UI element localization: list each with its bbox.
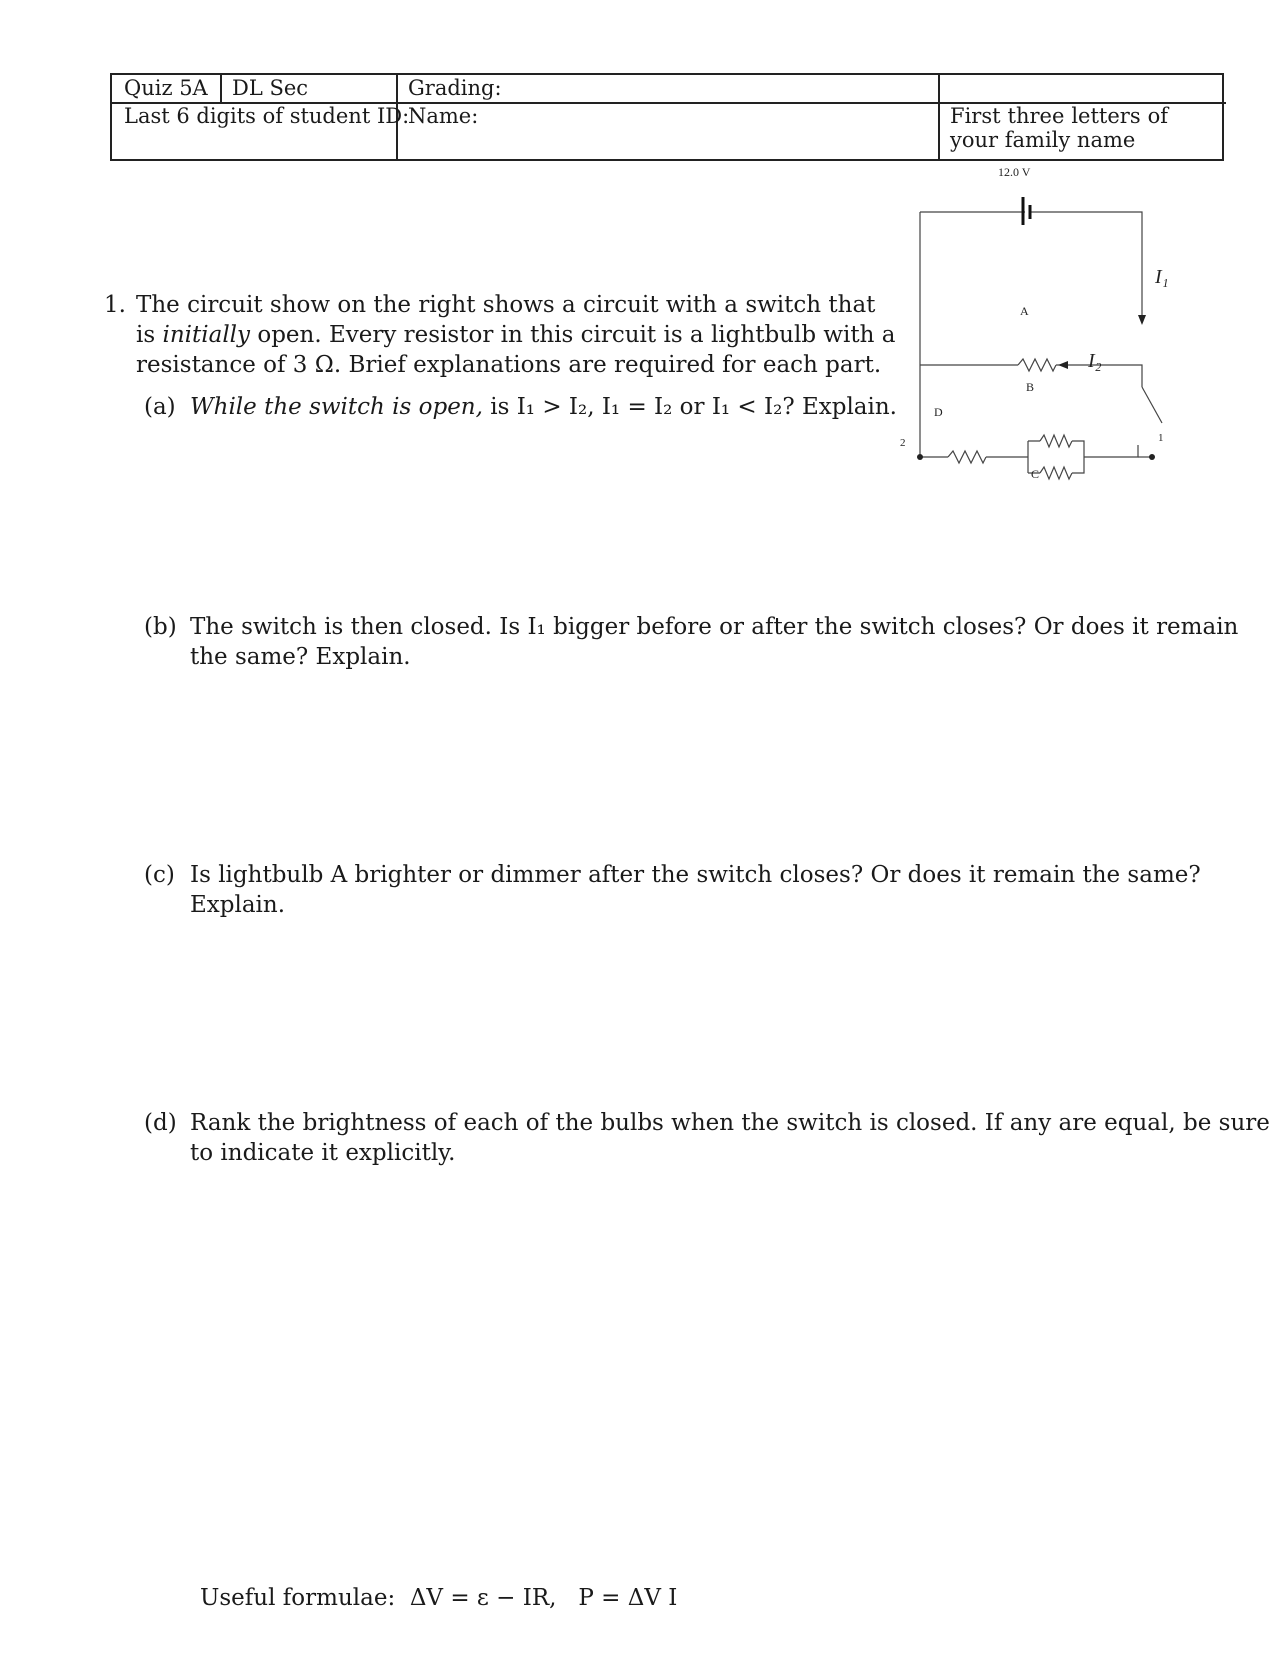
col-divider-quiz xyxy=(220,75,222,102)
part-b-label: (b) xyxy=(144,614,177,640)
label-i2: I₂ xyxy=(1088,350,1102,372)
dl-sec-field[interactable]: DL Sec xyxy=(232,76,309,100)
battery-icon xyxy=(1023,197,1030,225)
intro-text-a: The circuit show on the right shows a circuit with a switch that is xyxy=(136,292,876,348)
part-c-label: (c) xyxy=(144,862,175,888)
header-table xyxy=(110,73,1224,161)
part-a-question: is I₁ > I₂, I₁ = I₂ or I₁ < I₂? Explain. xyxy=(490,394,897,420)
label-d: D xyxy=(934,405,943,419)
wire-to-node1 xyxy=(1084,445,1138,457)
intro-text-b: open. Every resistor in this circuit is a lightbulb with a resistance of 3 Ω. xyxy=(136,322,896,378)
quiz-label: Quiz 5A xyxy=(124,76,208,100)
wire-top-right xyxy=(1030,212,1142,315)
part-a-text xyxy=(190,392,897,422)
label-node-2: 2 xyxy=(900,437,906,449)
part-b-line1: The switch is then closed. Is I₁ bigger before or after the switch closes? Or does it remain xyxy=(190,614,1239,640)
part-d-label: (d) xyxy=(144,1110,177,1136)
part-d-line1: Rank the brightness of each of the bulbs when the switch is closed. If any are equal, be sure xyxy=(190,1110,1270,1136)
intro-emphasis: initially xyxy=(162,322,251,348)
useful-formulae: Useful formulae: ΔV = ε − IR, P = ΔV I xyxy=(200,1585,678,1611)
family-name-field[interactable]: First three letters of your family name xyxy=(950,104,1168,152)
switch xyxy=(1142,387,1162,423)
resistor-c xyxy=(1040,467,1072,479)
part-c-line1: Is lightbulb A brighter or dimmer after the switch closes? Or does it remain the same? xyxy=(190,862,1201,888)
label-i1: I₁ xyxy=(1155,266,1169,288)
resistor-b xyxy=(1040,435,1072,447)
student-id-field[interactable]: Last 6 digits of student ID: xyxy=(124,104,410,128)
label-b: B xyxy=(1026,380,1035,394)
question-intro xyxy=(136,290,896,380)
voltage-label: 12.0 V xyxy=(998,165,1031,179)
node-2-dot xyxy=(917,454,923,460)
circuit-diagram xyxy=(880,165,1200,505)
part-c-line2: Explain. xyxy=(190,892,286,918)
label-node-1: 1 xyxy=(1158,432,1164,444)
node-1-dot xyxy=(1149,454,1155,460)
grading-field: Grading: xyxy=(408,76,502,100)
label-a: A xyxy=(1020,304,1029,318)
part-d-line2: to indicate it explicitly. xyxy=(190,1140,456,1166)
label-c: C xyxy=(1031,467,1040,481)
part-a-emphasis: While the switch is open, xyxy=(190,394,483,420)
parallel-right-bus xyxy=(1072,441,1084,473)
resistor-a xyxy=(1018,359,1056,371)
name-field[interactable]: Name: xyxy=(408,104,479,128)
col-divider-family xyxy=(938,75,940,161)
arrow-i2-icon xyxy=(1058,361,1068,369)
intro-text-c: Brief explanations are required for each part. xyxy=(348,352,882,378)
question-number: 1. xyxy=(104,292,126,318)
resistor-d xyxy=(948,451,986,463)
arrow-i1-icon xyxy=(1138,315,1146,325)
part-b-line2: the same? Explain. xyxy=(190,644,411,670)
part-a-label: (a) xyxy=(144,394,176,420)
